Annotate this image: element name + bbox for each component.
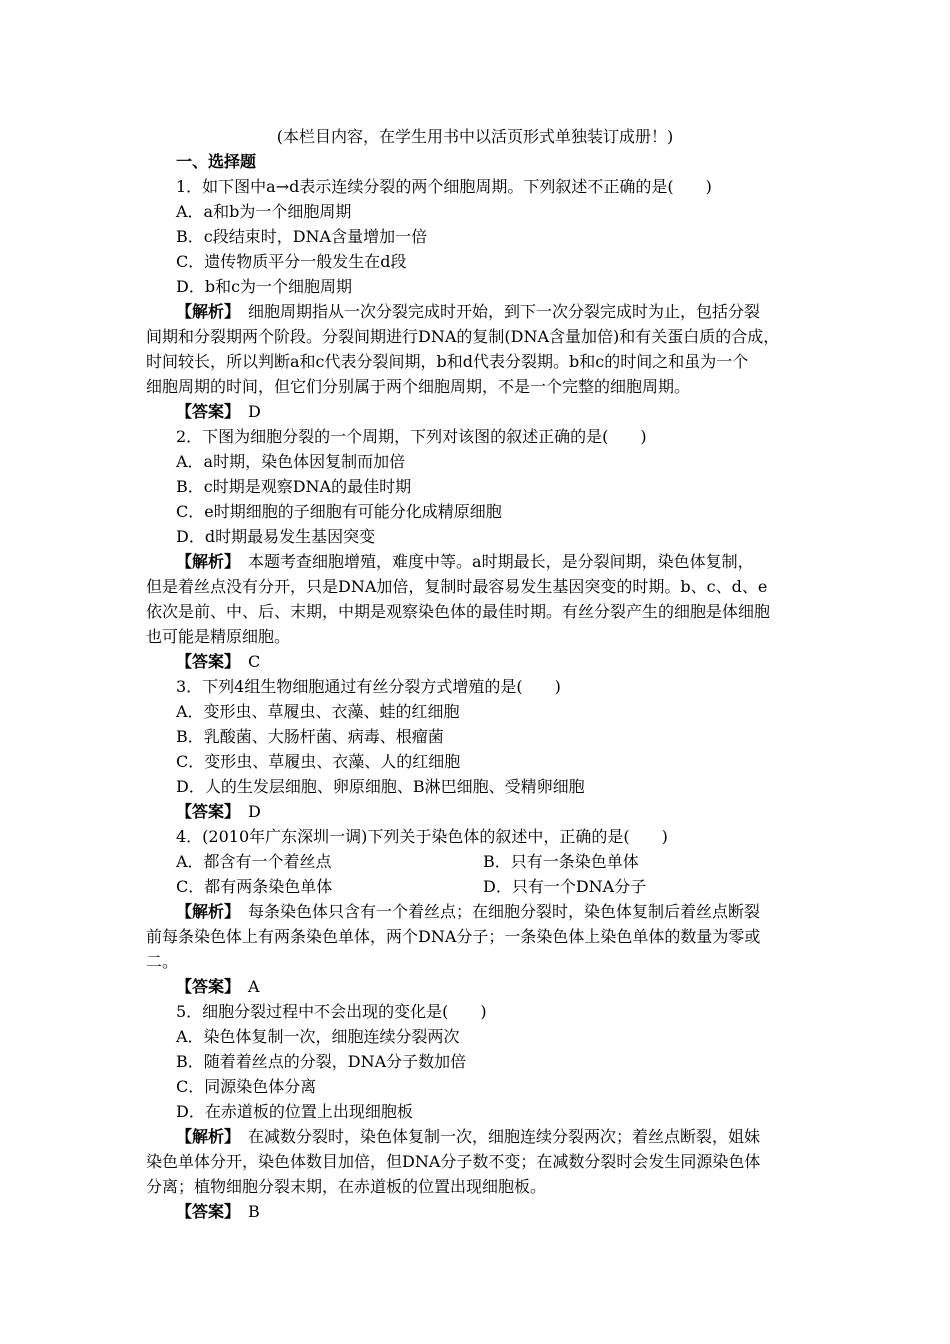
q1-stem: 1．如下图中a→d表示连续分裂的两个细胞周期。下列叙述不正确的是( ) bbox=[176, 177, 712, 196]
q5-analysis-line-2: 染色单体分开，染色体数目加倍，但DNA分子数不变；在减数分裂时会发生同源染色体 bbox=[146, 1152, 761, 1171]
q5-answer bbox=[176, 1202, 846, 1222]
q5-option-a: A．染色体复制一次，细胞连续分裂两次 bbox=[176, 1027, 460, 1046]
q1-option-a: A．a和b为一个细胞周期 bbox=[176, 202, 352, 221]
q4-option-a: A．都含有一个着丝点 bbox=[176, 852, 332, 871]
q4-option-c: C．都有两条染色单体 bbox=[176, 877, 333, 896]
q2-answer bbox=[176, 652, 846, 672]
q1-option-c: C．遗传物质平分一般发生在d段 bbox=[176, 252, 407, 271]
q2-analysis-line-4: 也可能是精原细胞。 bbox=[146, 627, 291, 646]
q2-option-d: D．d时期最易发生基因突变 bbox=[176, 527, 376, 546]
q5-analysis-label: 【解析】 bbox=[176, 1127, 233, 1146]
q4-options-row-2 bbox=[176, 877, 846, 897]
q4-analysis-label: 【解析】 bbox=[176, 902, 233, 921]
q1-analysis-line-1 bbox=[176, 302, 816, 322]
q3-option-a: A．变形虫、草履虫、衣藻、蛙的红细胞 bbox=[176, 702, 460, 721]
q1-analysis-label: 【解析】 bbox=[176, 302, 233, 321]
q2-option-c: C．e时期细胞的子细胞有可能分化成精原细胞 bbox=[176, 502, 502, 521]
header-note: (本栏目内容，在学生用书中以活页形式单独装订成册！) bbox=[276, 127, 674, 146]
q5-analysis-line-3: 分离；植物细胞分裂末期，在赤道板的位置出现细胞板。 bbox=[146, 1177, 547, 1196]
q1-analysis-line-2: 间期和分裂期两个阶段。分裂间期进行DNA的复制(DNA含量加倍)和有关蛋白质的合成， bbox=[146, 327, 780, 346]
q5-option-d: D．在赤道板的位置上出现细胞板 bbox=[176, 1102, 413, 1121]
section-title: 一、选择题 bbox=[176, 152, 257, 171]
q2-analysis-text-1: 本题考查细胞增殖，难度中等。a时期最长，是分裂间期，染色体复制， bbox=[248, 552, 754, 571]
q2-answer-value: C bbox=[248, 652, 261, 671]
q3-option-b: B．乳酸菌、大肠杆菌、病毒、根瘤菌 bbox=[176, 727, 444, 746]
q3-option-c: C．变形虫、草履虫、衣藻、人的红细胞 bbox=[176, 752, 461, 771]
q1-analysis-line-3: 时间较长，所以判断a和c代表分裂间期，b和d代表分裂期。b和c的时间之和虽为一个 bbox=[146, 352, 749, 371]
q3-answer bbox=[176, 802, 846, 822]
q2-option-b: B．c时期是观察DNA的最佳时期 bbox=[176, 477, 412, 496]
q2-analysis-line-3: 依次是前、中、后、末期，中期是观察染色体的最佳时期。有丝分裂产生的细胞是体细胞 bbox=[146, 602, 771, 621]
q4-answer-label: 【答案】 bbox=[176, 977, 233, 996]
q1-option-b: B．c段结束时，DNA含量增加一倍 bbox=[176, 227, 428, 246]
q4-analysis-line-3: 二。 bbox=[146, 952, 179, 971]
q2-analysis-line-1 bbox=[176, 552, 816, 572]
q1-option-d: D．b和c为一个细胞周期 bbox=[176, 277, 353, 296]
q3-option-d: D．人的生发层细胞、卵原细胞、B淋巴细胞、受精卵细胞 bbox=[176, 777, 585, 796]
q4-stem: 4．(2010年广东深圳一调)下列关于染色体的叙述中，正确的是( ) bbox=[176, 827, 668, 846]
q5-analysis-line-1 bbox=[176, 1127, 816, 1147]
q4-option-b: B．只有一条染色单体 bbox=[483, 852, 639, 871]
q4-options-row-1 bbox=[176, 852, 846, 872]
q5-option-b: B．随着着丝点的分裂，DNA分子数加倍 bbox=[176, 1052, 467, 1071]
q1-answer-value: D bbox=[248, 402, 261, 421]
q2-stem: 2．下图为细胞分裂的一个周期，下列对该图的叙述正确的是( ) bbox=[176, 427, 647, 446]
q1-analysis-line-4: 细胞周期的时间，但它们分别属于两个细胞周期，不是一个完整的细胞周期。 bbox=[146, 377, 691, 396]
q1-answer-label: 【答案】 bbox=[176, 402, 233, 421]
q1-analysis-text-1: 细胞周期指从一次分裂完成时开始，到下一次分裂完成时为止，包括分裂 bbox=[248, 302, 761, 321]
q5-analysis-text-1: 在减数分裂时，染色体复制一次，细胞连续分裂两次；着丝点断裂，姐妹 bbox=[248, 1127, 761, 1146]
q4-analysis-line-1 bbox=[176, 902, 816, 922]
q4-answer-value: A bbox=[248, 977, 260, 996]
q4-analysis-line-2: 前每条染色体上有两条染色单体，两个DNA分子；一条染色体上染色单体的数量为零或 bbox=[146, 927, 761, 946]
q2-answer-label: 【答案】 bbox=[176, 652, 233, 671]
q2-option-a: A．a时期，染色体因复制而加倍 bbox=[176, 452, 406, 471]
q2-analysis-label: 【解析】 bbox=[176, 552, 233, 571]
q1-answer bbox=[176, 402, 846, 422]
q5-answer-label: 【答案】 bbox=[176, 1202, 233, 1221]
q5-answer-value: B bbox=[248, 1202, 260, 1221]
q3-answer-value: D bbox=[248, 802, 261, 821]
q3-stem: 3．下列4组生物细胞通过有丝分裂方式增殖的是( ) bbox=[176, 677, 561, 696]
q5-option-c: C．同源染色体分离 bbox=[176, 1077, 317, 1096]
q3-answer-label: 【答案】 bbox=[176, 802, 233, 821]
q4-answer bbox=[176, 977, 846, 997]
q5-stem: 5．细胞分裂过程中不会出现的变化是( ) bbox=[176, 1002, 487, 1021]
q4-analysis-text-1: 每条染色体只含有一个着丝点；在细胞分裂时，染色体复制后着丝点断裂 bbox=[248, 902, 761, 921]
q4-option-d: D．只有一个DNA分子 bbox=[483, 877, 647, 896]
q2-analysis-line-2: 但是着丝点没有分开，只是DNA加倍，复制时最容易发生基因突变的时期。b、c、d、e bbox=[146, 577, 768, 596]
